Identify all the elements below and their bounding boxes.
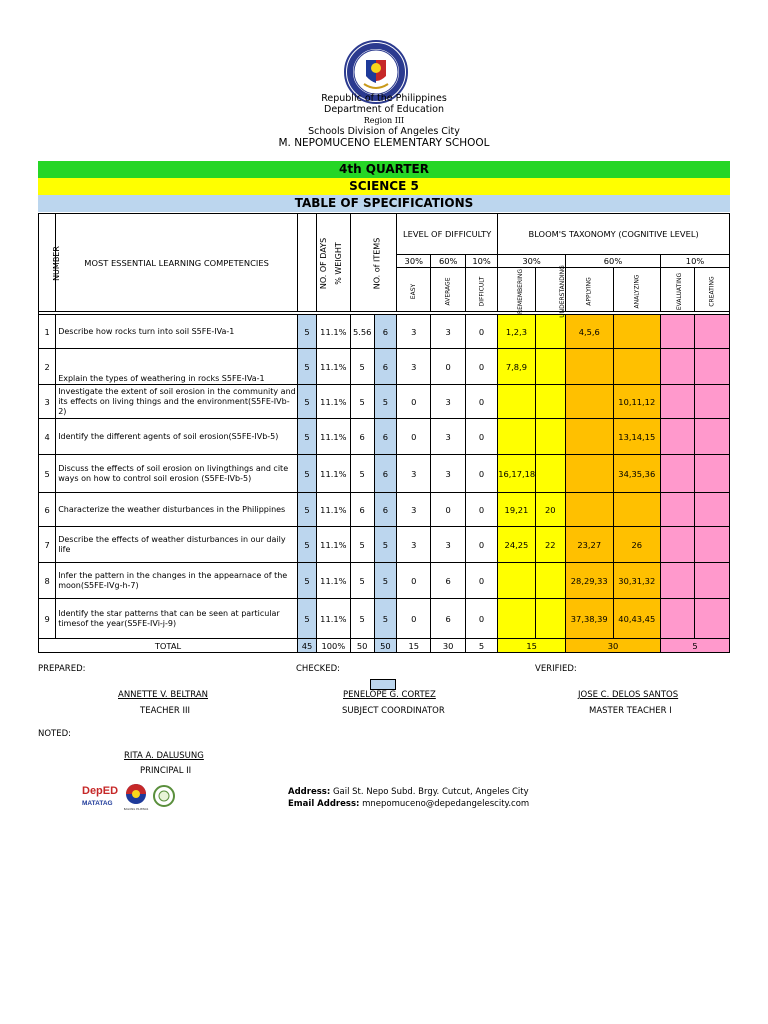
school-logo	[154, 786, 174, 806]
cell-eva	[661, 563, 695, 599]
verified-title: MASTER TEACHER I	[589, 706, 672, 716]
total-mid: 30	[565, 639, 660, 653]
cell-calc: 6	[350, 493, 374, 527]
total-label: TOTAL	[39, 639, 298, 653]
cell-rem	[498, 599, 535, 639]
specifications-table	[38, 213, 730, 653]
total-average: 30	[431, 639, 465, 653]
cell-und	[535, 455, 565, 493]
total-row	[39, 639, 730, 653]
cell-days: 5	[297, 455, 316, 493]
cell-difficult: 0	[465, 349, 497, 385]
cell-und	[535, 315, 565, 349]
cell-app	[565, 385, 613, 419]
cell-average: 6	[431, 563, 465, 599]
noted-title: PRINCIPAL II	[140, 766, 192, 776]
cell-weight: 11.1%	[317, 315, 350, 349]
table-row	[39, 599, 730, 639]
checked-title: SUBJECT COORDINATOR	[342, 706, 445, 716]
cell-num: 9	[39, 599, 56, 639]
cell-app	[565, 419, 613, 455]
cell-melc: Discuss the effects of soil erosion on livingthings and cite ways on how to control soil erosion (S5FE-IVb-5)	[56, 455, 298, 493]
cell-days: 5	[297, 493, 316, 527]
footer-email	[288, 799, 529, 809]
cell-eva	[661, 385, 695, 419]
cell-average: 0	[431, 493, 465, 527]
cell-num: 6	[39, 493, 56, 527]
cell-rem	[498, 385, 535, 419]
cell-eva	[661, 599, 695, 639]
address-value: Gail St. Nepo Subd. Brgy. Cutcut, Angeles City	[332, 787, 529, 797]
cell-eva	[661, 315, 695, 349]
cell-num: 2	[39, 349, 56, 385]
cell-melc: Characterize the weather disturbances in the Philippines	[56, 493, 298, 527]
cell-ana: 10,11,12	[613, 385, 661, 419]
cell-ana: 34,35,36	[613, 455, 661, 493]
cell-melc: Identify the star patterns that can be seen at particular timesof the year(S5FE-IVi-j-9)	[56, 599, 298, 639]
cell-easy: 3	[397, 527, 431, 563]
cell-cre	[695, 527, 730, 563]
verified-name: JOSE C. DELOS SANTOS	[578, 690, 679, 700]
cell-average: 0	[431, 349, 465, 385]
cell-average: 3	[431, 527, 465, 563]
cell-num: 1	[39, 315, 56, 349]
cell-items: 5	[374, 385, 396, 419]
noted-label: NOTED:	[38, 729, 72, 739]
cell-num: 8	[39, 563, 56, 599]
cell-ana: 30,31,32	[613, 563, 661, 599]
cell-ana: 13,14,15	[613, 419, 661, 455]
cell-weight: 11.1%	[317, 349, 350, 385]
cell-weight: 11.1%	[317, 455, 350, 493]
prepared-title: TEACHER III	[140, 706, 191, 716]
cell-num: 7	[39, 527, 56, 563]
cell-calc: 6	[350, 419, 374, 455]
cell-days: 5	[297, 349, 316, 385]
cell-cre	[695, 349, 730, 385]
cell-num: 5	[39, 455, 56, 493]
table-row	[39, 455, 730, 493]
cell-items: 5	[374, 599, 396, 639]
checked-label: CHECKED:	[296, 664, 340, 674]
deped-matatag-logo	[82, 785, 118, 807]
total-easy: 15	[397, 639, 431, 653]
pct-difficult: 10%	[465, 255, 497, 268]
table-row	[39, 527, 730, 563]
cell-days: 5	[297, 599, 316, 639]
cell-cre	[695, 419, 730, 455]
cell-ana: 40,43,45	[613, 599, 661, 639]
email-value: mnepomuceno@depedangelescity.com	[362, 799, 530, 809]
footer-address	[288, 787, 529, 797]
header-division: Schools Division of Angeles City	[308, 126, 460, 137]
cell-calc: 5	[350, 385, 374, 419]
cell-average: 3	[431, 419, 465, 455]
quarter-band: 4th QUARTER	[38, 161, 730, 178]
prepared-label: PREPARED:	[38, 664, 86, 674]
cell-weight: 11.1%	[317, 527, 350, 563]
cell-difficult: 0	[465, 315, 497, 349]
cell-average: 3	[431, 315, 465, 349]
col-header-number: NUMBER	[39, 214, 56, 312]
cell-items: 6	[374, 455, 396, 493]
cell-easy: 0	[397, 419, 431, 455]
header-department: Department of Education	[324, 104, 444, 115]
cell-easy: 0	[397, 599, 431, 639]
cell-days: 5	[297, 385, 316, 419]
bagong-pilipinas-text: BAGONG PILIPINAS	[123, 808, 149, 811]
cell-rem: 1,2,3	[498, 315, 535, 349]
cell-cre	[695, 563, 730, 599]
col-header-items: NO. of ITEMS	[350, 214, 397, 312]
sub-remembering: REMEMBERING	[498, 268, 535, 312]
cell-app: 37,38,39	[565, 599, 613, 639]
table-row	[39, 493, 730, 527]
email-label: Email Address:	[288, 799, 360, 809]
pct-low: 30%	[498, 255, 566, 268]
cell-und	[535, 563, 565, 599]
cell-melc: Describe the effects of weather disturbances in our daily life	[56, 527, 298, 563]
total-items: 50	[374, 639, 396, 653]
table-row	[39, 349, 730, 385]
cell-calc: 5.56	[350, 315, 374, 349]
sub-easy: EASY	[397, 268, 431, 312]
total-difficult: 5	[465, 639, 497, 653]
cell-rem: 16,17,18	[498, 455, 535, 493]
cell-weight: 11.1%	[317, 599, 350, 639]
cell-easy: 0	[397, 563, 431, 599]
pct-average: 60%	[431, 255, 465, 268]
col-header-days: NO. OF DAYS	[297, 214, 316, 312]
cell-eva	[661, 455, 695, 493]
cell-items: 5	[374, 563, 396, 599]
cell-rem: 24,25	[498, 527, 535, 563]
cell-difficult: 0	[465, 419, 497, 455]
cell-eva	[661, 527, 695, 563]
cell-ana	[613, 349, 661, 385]
col-header-difficulty: LEVEL OF DIFFICULTY	[397, 214, 498, 255]
footer-logos	[80, 780, 180, 812]
cell-rem: 7,8,9	[498, 349, 535, 385]
table-row	[39, 563, 730, 599]
cell-eva	[661, 349, 695, 385]
total-low: 15	[498, 639, 566, 653]
cell-calc: 5	[350, 455, 374, 493]
cell-items: 6	[374, 315, 396, 349]
cell-days: 5	[297, 563, 316, 599]
title-band: TABLE OF SPECIFICATIONS	[38, 195, 730, 212]
cell-calc: 5	[350, 599, 374, 639]
cell-rem	[498, 419, 535, 455]
col-header-weight: % WEIGHT	[317, 214, 350, 312]
cell-eva	[661, 493, 695, 527]
cell-melc: Explain the types of weathering in rocks S5FE-IVa-1	[56, 349, 298, 385]
cell-weight: 11.1%	[317, 385, 350, 419]
bagong-pilipinas-logo	[124, 784, 149, 811]
cell-und	[535, 385, 565, 419]
cell-cre	[695, 493, 730, 527]
cell-app: 28,29,33	[565, 563, 613, 599]
checked-highlight-box	[370, 679, 396, 690]
pct-mid: 60%	[565, 255, 660, 268]
cell-und: 20	[535, 493, 565, 527]
deped-logo-text: DepED	[82, 785, 119, 797]
cell-app	[565, 349, 613, 385]
cell-items: 5	[374, 527, 396, 563]
total-days: 45	[297, 639, 316, 653]
cell-items: 6	[374, 493, 396, 527]
pct-high: 10%	[661, 255, 730, 268]
cell-num: 3	[39, 385, 56, 419]
cell-calc: 5	[350, 563, 374, 599]
cell-days: 5	[297, 315, 316, 349]
cell-easy: 0	[397, 385, 431, 419]
noted-name: RITA A. DALUSUNG	[124, 751, 204, 761]
pct-easy: 30%	[397, 255, 431, 268]
cell-melc: Describe how rocks turn into soil S5FE-IVa-1	[56, 315, 298, 349]
cell-ana	[613, 493, 661, 527]
cell-difficult: 0	[465, 385, 497, 419]
cell-app: 23,27	[565, 527, 613, 563]
cell-app: 4,5,6	[565, 315, 613, 349]
cell-average: 3	[431, 455, 465, 493]
header-school: M. NEPOMUCENO ELEMENTARY SCHOOL	[278, 137, 490, 149]
table-row	[39, 419, 730, 455]
cell-weight: 11.1%	[317, 563, 350, 599]
cell-num: 4	[39, 419, 56, 455]
cell-und	[535, 349, 565, 385]
prepared-name: ANNETTE V. BELTRAN	[118, 690, 209, 700]
cell-cre	[695, 315, 730, 349]
cell-cre	[695, 455, 730, 493]
cell-average: 3	[431, 385, 465, 419]
cell-items: 6	[374, 419, 396, 455]
cell-und	[535, 599, 565, 639]
cell-cre	[695, 385, 730, 419]
cell-weight: 11.1%	[317, 493, 350, 527]
cell-weight: 11.1%	[317, 419, 350, 455]
cell-app	[565, 493, 613, 527]
address-label: Address:	[288, 787, 331, 797]
cell-days: 5	[297, 419, 316, 455]
cell-und	[535, 419, 565, 455]
cell-difficult: 0	[465, 493, 497, 527]
sub-average: AVERAGE	[431, 268, 465, 312]
matatag-logo-text: MATATAG	[82, 800, 113, 807]
cell-eva	[661, 419, 695, 455]
subject-band: SCIENCE 5	[38, 178, 730, 195]
table-row	[39, 315, 730, 349]
cell-calc: 5	[350, 527, 374, 563]
cell-app	[565, 455, 613, 493]
sub-difficult: DIFFICULT	[465, 268, 497, 312]
header-region: Region III	[363, 116, 405, 125]
cell-rem: 19,21	[498, 493, 535, 527]
total-weight: 100%	[317, 639, 350, 653]
col-header-melc: MOST ESSENTIAL LEARNING COMPETENCIES	[56, 214, 298, 312]
cell-items: 6	[374, 349, 396, 385]
col-header-bloom: BLOOM'S TAXONOMY (COGNITIVE LEVEL)	[498, 214, 730, 255]
sub-analyzing: ANALYZING	[613, 268, 661, 312]
cell-easy: 3	[397, 349, 431, 385]
cell-und: 22	[535, 527, 565, 563]
cell-days: 5	[297, 527, 316, 563]
cell-easy: 3	[397, 455, 431, 493]
cell-difficult: 0	[465, 599, 497, 639]
sub-evaluating: EVALUATING	[661, 268, 695, 312]
cell-average: 6	[431, 599, 465, 639]
total-calc: 50	[350, 639, 374, 653]
cell-ana: 26	[613, 527, 661, 563]
cell-calc: 5	[350, 349, 374, 385]
cell-rem	[498, 563, 535, 599]
checked-name: PENELOPE G. CORTEZ	[343, 690, 436, 700]
cell-cre	[695, 599, 730, 639]
sub-creating: CREATING	[695, 268, 730, 312]
header-republic: Republic of the Philippines	[321, 93, 447, 104]
total-high: 5	[661, 639, 730, 653]
cell-melc: Infer the pattern in the changes in the appearnace of the moon(S5FE-IVg-h-7)	[56, 563, 298, 599]
sub-applying: APPLYING	[565, 268, 613, 312]
cell-easy: 3	[397, 493, 431, 527]
sub-understanding: UNDERSTANDING	[535, 268, 565, 312]
cell-difficult: 0	[465, 527, 497, 563]
cell-difficult: 0	[465, 455, 497, 493]
cell-easy: 3	[397, 315, 431, 349]
cell-melc: Investigate the extent of soil erosion in the community and its effects on living things and the environment(S5FE-IVb-2)	[56, 385, 298, 419]
cell-melc: Identify the different agents of soil erosion(S5FE-IVb-5)	[56, 419, 298, 455]
cell-ana	[613, 315, 661, 349]
cell-difficult: 0	[465, 563, 497, 599]
verified-label: VERIFIED:	[535, 664, 577, 674]
table-row	[39, 385, 730, 419]
